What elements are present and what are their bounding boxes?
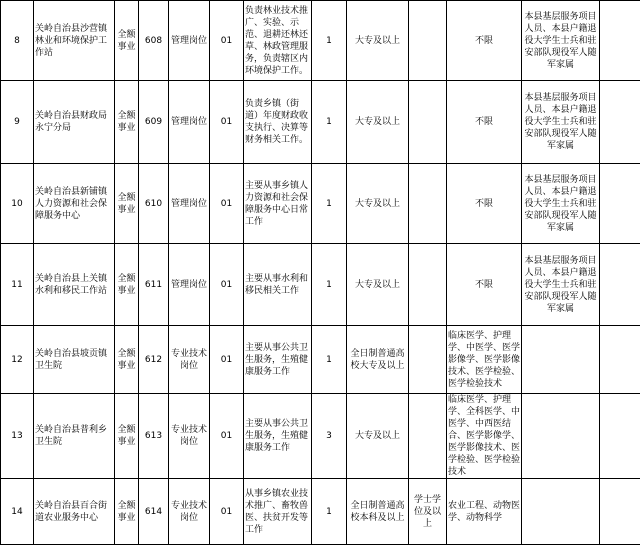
funding-type: 全额事业 [115, 244, 139, 326]
hiring-count: 1 [312, 81, 347, 164]
hiring-count: 1 [312, 326, 347, 394]
row-number: 11 [1, 244, 34, 326]
other-conditions: 本县基层服务项目人员、本县户籍退役大学生士兵和驻安部队现役军人随军家属 [522, 164, 600, 244]
education-requirement: 大专及以上 [347, 81, 409, 164]
education-requirement: 大专及以上 [347, 394, 409, 479]
position-level: 01 [210, 81, 244, 164]
major-requirement: 临床医学、护理学、中医学、医学影像学、医学影像技术、医学检验、医学检验技术 [447, 326, 522, 394]
position-code: 614 [139, 479, 169, 545]
table-row [1, 326, 640, 394]
position-code: 613 [139, 394, 169, 479]
position-category: 专业技术岗位 [169, 394, 210, 479]
table-body [1, 1, 640, 545]
employer-unit: 关岭自治县沙营镇林业和环境保护工作站 [34, 1, 115, 81]
education-requirement: 全日制普通高校大专及以上 [347, 326, 409, 394]
row-number: 8 [1, 1, 34, 81]
position-code: 608 [139, 1, 169, 81]
notes-cell [600, 326, 640, 394]
other-conditions: 本县基层服务项目人员、本县户籍退役大学生士兵和驻安部队现役军人随军家属 [522, 244, 600, 326]
major-requirement: 不限 [447, 244, 522, 326]
hiring-count: 3 [312, 394, 347, 479]
employer-unit: 关岭自治县新铺镇人力资源和社会保障服务中心 [34, 164, 115, 244]
table-row [1, 244, 640, 326]
education-requirement: 全日制普通高校本科及以上 [347, 479, 409, 545]
hiring-count: 1 [312, 479, 347, 545]
position-code: 610 [139, 164, 169, 244]
job-duties: 主要从事公共卫生服务，生殖健康服务工作 [244, 326, 312, 394]
degree-requirement [409, 1, 447, 81]
position-level: 01 [210, 326, 244, 394]
funding-type: 全额事业 [115, 81, 139, 164]
table-row [1, 394, 640, 479]
employer-unit: 关岭自治县财政局永宁分局 [34, 81, 115, 164]
position-code: 609 [139, 81, 169, 164]
table-row [1, 479, 640, 545]
notes-cell [600, 394, 640, 479]
degree-requirement [409, 244, 447, 326]
degree-requirement [409, 164, 447, 244]
hiring-count: 1 [312, 164, 347, 244]
table-row [1, 1, 640, 81]
table-row [1, 81, 640, 164]
funding-type: 全额事业 [115, 326, 139, 394]
degree-requirement [409, 81, 447, 164]
job-duties: 主要从事水利和移民相关工作 [244, 244, 312, 326]
funding-type: 全额事业 [115, 1, 139, 81]
notes-cell [600, 81, 640, 164]
row-number: 14 [1, 479, 34, 545]
education-requirement: 大专及以上 [347, 244, 409, 326]
major-requirement: 临床医学、护理学、全科医学、中医学、中西医结合、医学影像学、医学影像技术、医学检验、医学检验技术 [447, 394, 522, 479]
education-requirement: 大专及以上 [347, 164, 409, 244]
notes-cell [600, 244, 640, 326]
notes-cell [600, 1, 640, 81]
job-duties: 从事乡镇农业技术推广、畜牧兽医、扶贫开发等工作 [244, 479, 312, 545]
hiring-count: 1 [312, 244, 347, 326]
job-duties: 负责林业技术推广、实验、示范、退耕还林还草、林政管理服务，负责辖区内环境保护工作。 [244, 1, 312, 81]
notes-cell [600, 479, 640, 545]
notes-cell [600, 164, 640, 244]
employer-unit: 关岭自治县百合街道农业服务中心 [34, 479, 115, 545]
position-level: 01 [210, 394, 244, 479]
funding-type: 全额事业 [115, 394, 139, 479]
position-category: 专业技术岗位 [169, 326, 210, 394]
row-number: 10 [1, 164, 34, 244]
major-requirement: 不限 [447, 1, 522, 81]
job-duties: 主要从事公共卫生服务，生殖健康服务工作 [244, 394, 312, 479]
row-number: 13 [1, 394, 34, 479]
position-category: 管理岗位 [169, 244, 210, 326]
row-number: 12 [1, 326, 34, 394]
employer-unit: 关岭自治县坡贡镇卫生院 [34, 326, 115, 394]
degree-requirement: 学士学位及以上 [409, 479, 447, 545]
other-conditions: 本县基层服务项目人员、本县户籍退役大学生士兵和驻安部队现役军人随军家属 [522, 1, 600, 81]
other-conditions: 本县基层服务项目人员、本县户籍退役大学生士兵和驻安部队现役军人随军家属 [522, 81, 600, 164]
other-conditions [522, 479, 600, 545]
major-requirement: 农业工程、动物医学、动物科学 [447, 479, 522, 545]
position-code: 611 [139, 244, 169, 326]
job-duties: 主要从事乡镇人力资源和社会保障服务中心日常工作 [244, 164, 312, 244]
funding-type: 全额事业 [115, 164, 139, 244]
position-category: 专业技术岗位 [169, 479, 210, 545]
position-category: 管理岗位 [169, 1, 210, 81]
position-category: 管理岗位 [169, 81, 210, 164]
position-category: 管理岗位 [169, 164, 210, 244]
degree-requirement [409, 326, 447, 394]
education-requirement: 大专及以上 [347, 1, 409, 81]
other-conditions [522, 326, 600, 394]
hiring-count: 1 [312, 1, 347, 81]
position-level: 01 [210, 1, 244, 81]
table-row [1, 164, 640, 244]
job-duties: 负责乡镇（街道）年度财政收支执行、决算等财务相关工作。 [244, 81, 312, 164]
other-conditions [522, 394, 600, 479]
position-level: 01 [210, 164, 244, 244]
employer-unit: 关岭自治县普利乡卫生院 [34, 394, 115, 479]
row-number: 9 [1, 81, 34, 164]
funding-type: 全额事业 [115, 479, 139, 545]
degree-requirement [409, 394, 447, 479]
position-level: 01 [210, 479, 244, 545]
position-code: 612 [139, 326, 169, 394]
position-level: 01 [210, 244, 244, 326]
major-requirement: 不限 [447, 164, 522, 244]
major-requirement: 不限 [447, 81, 522, 164]
employer-unit: 关岭自治县上关镇水利和移民工作站 [34, 244, 115, 326]
